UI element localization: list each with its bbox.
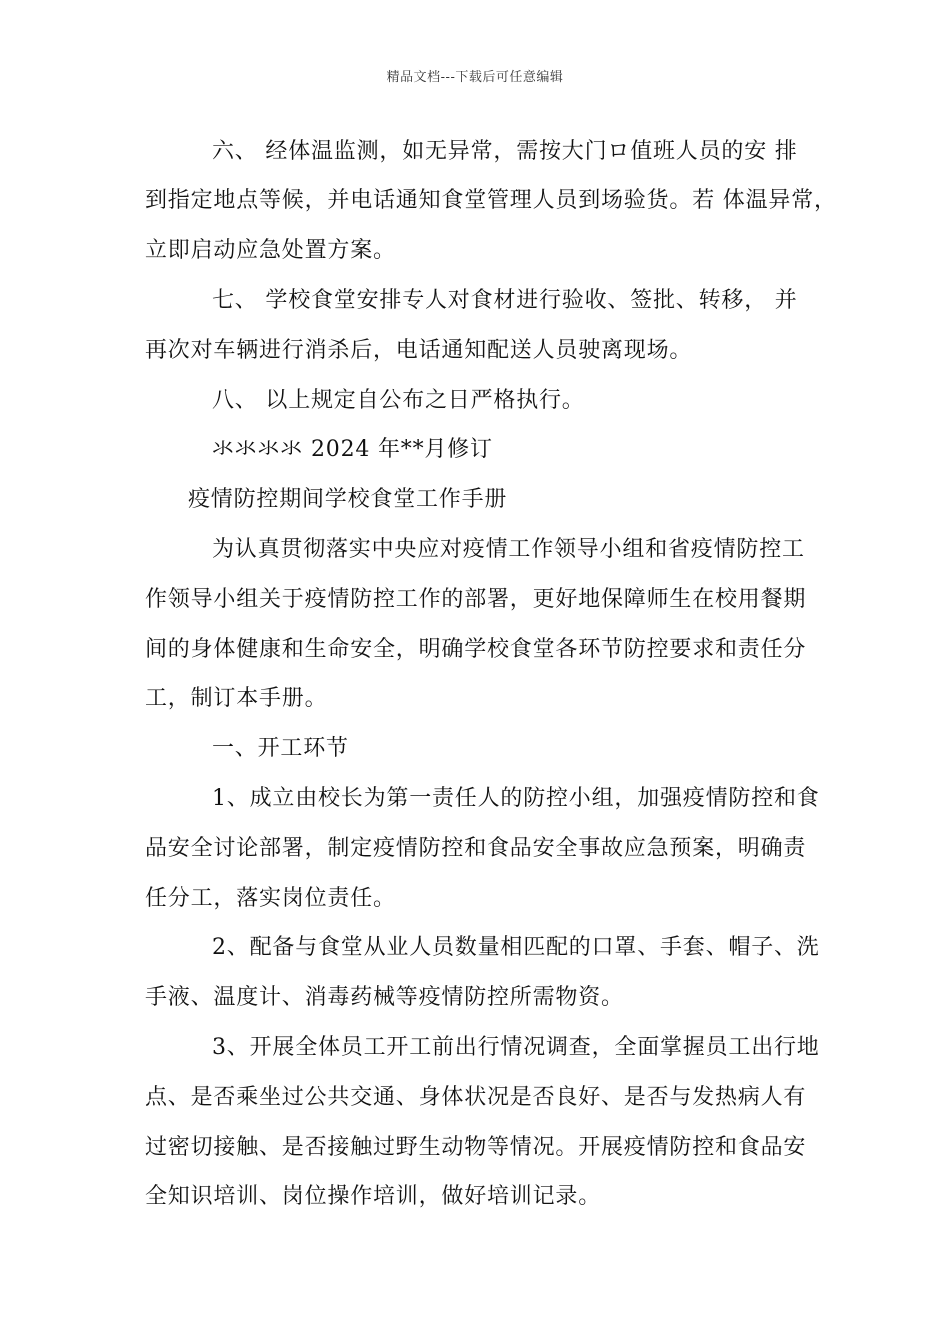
text-line: 八、 以上规定自公布之日严格执行。 — [212, 388, 585, 413]
page-header: 精品文档---下载后可任意编辑 — [386, 70, 564, 85]
text-line: 到指定地点等候，并电话通知食堂管理人员到场验货。若 体温异常， — [145, 188, 837, 213]
text-line: 六、 经体温监测，如无异常，需按大门ロ值班人员的安 排 — [212, 139, 798, 164]
text-line: 间的身体健康和生命安全，明确学校食堂各环节防控要求和责任分 — [145, 637, 807, 662]
text-line: 再次对车辆进行消杀后，电话通知配送人员驶离现场。 — [145, 338, 693, 363]
text-line: 2、配备与食堂从业人员数量相匹配的口罩、手套、帽子、洗 — [212, 935, 820, 960]
text-line: 品安全讨论部署，制定疫情防控和食品安全事故应急预案，明确责 — [145, 836, 807, 861]
text-line: 为认真贯彻落实中央应对疫情工作领导小组和省疫情防控工 — [212, 537, 805, 562]
text-line: 工，制订本手册。 — [145, 686, 328, 711]
text-line: 全知识培训、岗位操作培训，做好培训记录。 — [145, 1184, 602, 1209]
text-line: 作领导小组关于疫情防控工作的部署，更好地保障师生在校用餐期 — [145, 587, 807, 612]
section-title: 疫情防控期间学校食堂工作手册 — [188, 487, 508, 512]
text-line: 任分工，落实岗位责任。 — [145, 886, 396, 911]
text-line: 立即启动应急处置方案。 — [145, 238, 396, 263]
text-line: 1、成立由校长为第一责任人的防控小组，加强疫情防控和食 — [212, 786, 820, 811]
text-line: 3、开展全体员工开工前出行情况调查，全面掌握员工出行地 — [212, 1035, 820, 1060]
text-line: 过密切接触、是否接触过野生动物等情况。开展疫情防控和食品安 — [145, 1135, 807, 1160]
text-line: 七、 学校食堂安排专人对食材进行验收、签批、转移， 并 — [212, 288, 798, 313]
text-line: 点、是否乘坐过公共交通、身体状况是否良好、是否与发热病人有 — [145, 1085, 807, 1110]
text-line: 氺氺氺氺 2024 年**月修订 — [212, 437, 493, 462]
text-line: 手液、温度计、消毒药械等疫情防控所需物资。 — [145, 985, 624, 1010]
subsection-title: 一、开工环节 — [212, 736, 349, 761]
